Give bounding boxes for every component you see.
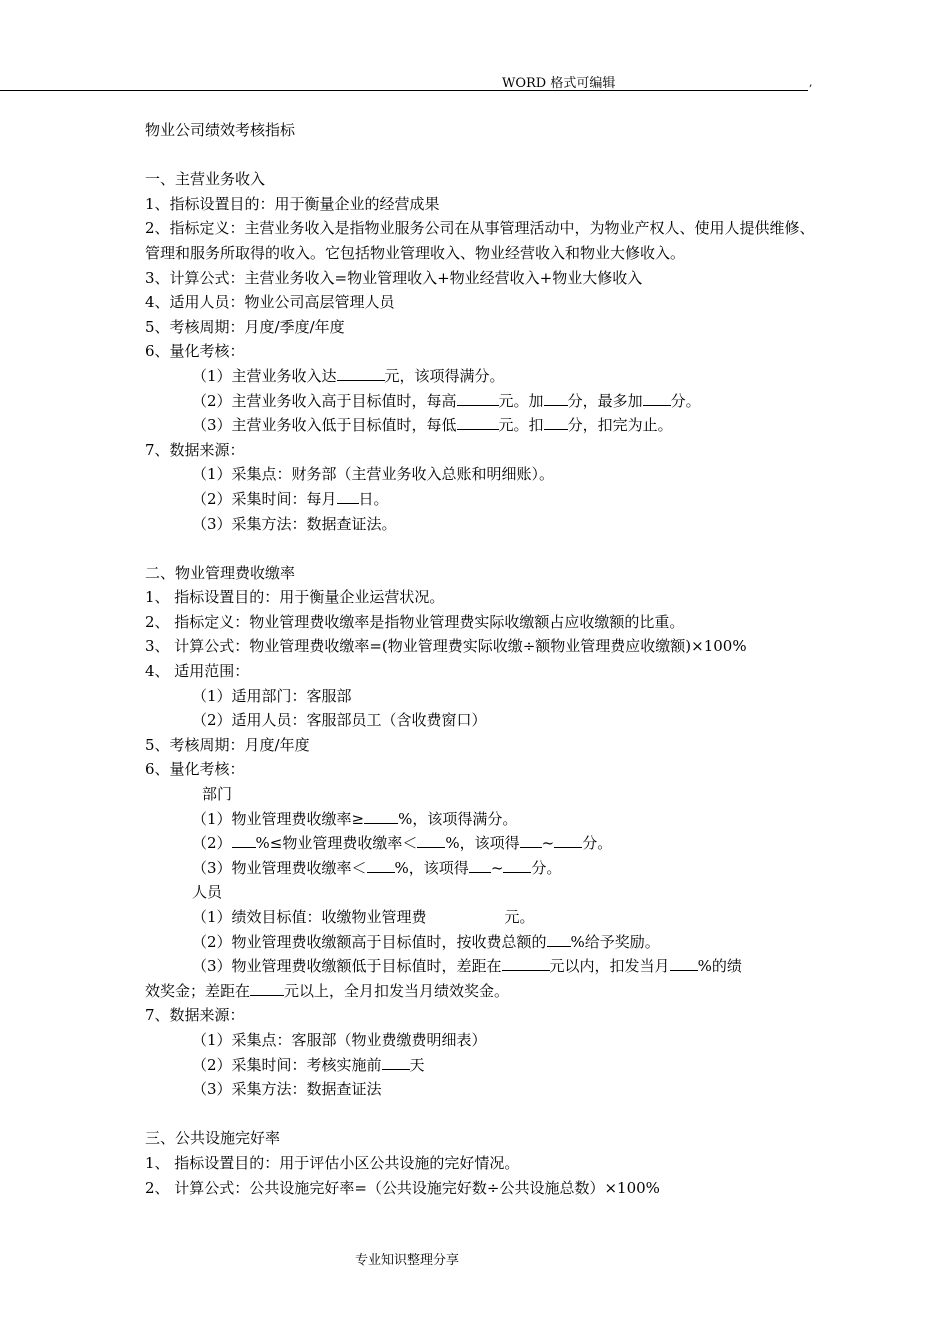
fill-blank bbox=[544, 389, 568, 406]
list-item: （2）主营业务收入高于目标值时，每高 元。加 分，最多加 分。 bbox=[145, 389, 815, 414]
list-item: （3）采集方法：数据查证法 bbox=[192, 1080, 382, 1099]
page-header bbox=[0, 70, 808, 91]
fill-blank bbox=[520, 831, 542, 848]
list-item: （2）采集时间：每月 日。 bbox=[145, 487, 815, 512]
page-footer: 专业知识整理分享 bbox=[355, 1253, 460, 1268]
fill-blank bbox=[232, 831, 256, 848]
paragraph: 6、量化考核： bbox=[145, 760, 245, 779]
list-item: （2）物业管理费收缴额高于目标值时，按收费总额的 %给予奖励。 bbox=[145, 930, 815, 955]
paragraph: 2、 指标定义：物业管理费收缴率是指物业管理费实际收缴额占应收缴额的比重。 bbox=[145, 612, 685, 631]
fill-blank bbox=[469, 856, 491, 873]
fill-blank bbox=[382, 1053, 410, 1070]
list-item: （2）采集时间：考核实施前 天 bbox=[145, 1053, 815, 1078]
section-heading: 二、物业管理费收缴率 bbox=[145, 563, 296, 582]
header-tick: , bbox=[809, 76, 813, 89]
doc-title: 物业公司绩效考核指标 bbox=[145, 121, 296, 139]
subheading: 部门 bbox=[202, 785, 233, 804]
fill-blank bbox=[643, 389, 671, 406]
fill-blank bbox=[457, 389, 499, 406]
paragraph: 2、指标定义：主营业务收入是指物业服务公司在从事管理活动中，为物业产权人、使用人提供维修、管理和服务所取得的收入。它包括物业管理收入、物业经营收入和物业大修收入。 bbox=[145, 219, 815, 262]
paragraph: 7、数据来源： bbox=[145, 1006, 245, 1025]
list-item: （1）采集点：财务部（主营业务收入总账和明细账）。 bbox=[192, 465, 555, 484]
paragraph: 7、数据来源： bbox=[145, 440, 245, 459]
fill-blank bbox=[337, 487, 359, 504]
fill-blank bbox=[417, 831, 445, 848]
paragraph: 效奖金；差距在 元以上，全月扣发当月绩效奖金。 bbox=[145, 979, 815, 1004]
header-text: WORD 格式可编辑 bbox=[502, 76, 616, 91]
paragraph: 2、 计算公式：公共设施完好率=（公共设施完好数÷公共设施总数）×100% bbox=[145, 1178, 660, 1197]
fill-blank bbox=[250, 979, 284, 996]
fill-blank bbox=[364, 807, 398, 824]
list-item: （1）绩效目标值：收缴物业管理费 元。 bbox=[192, 908, 535, 926]
fill-blank bbox=[670, 954, 698, 971]
fill-blank bbox=[554, 831, 582, 848]
list-item: （3）物业管理费收缴额低于目标值时，差距在 元以内，扣发当月 %的绩 bbox=[145, 954, 815, 979]
paragraph: 1、 指标设置目的：用于评估小区公共设施的完好情况。 bbox=[145, 1153, 520, 1172]
paragraph: 1、指标设置目的：用于衡量企业的经营成果 bbox=[145, 194, 440, 213]
fill-blank bbox=[457, 413, 499, 430]
paragraph: 4、适用人员：物业公司高层管理人员 bbox=[145, 293, 395, 312]
section-heading: 三、公共设施完好率 bbox=[145, 1129, 281, 1148]
paragraph: 3、 计算公式：物业管理费收缴率=(物业管理费实际收缴÷额物业管理费应收缴额)×100% bbox=[145, 637, 747, 656]
list-item: （1）主营业务收入达 元，该项得满分。 bbox=[145, 364, 815, 389]
paragraph: 5、考核周期：月度/季度/年度 bbox=[145, 317, 345, 336]
list-item: （1）采集点：客服部（物业费缴费明细表） bbox=[192, 1030, 487, 1049]
list-item: （2）适用人员：客服部员工（含收费窗口） bbox=[192, 711, 487, 730]
list-item: （2） %≤物业管理费收缴率＜ %，该项得 ~ 分。 bbox=[145, 831, 815, 856]
paragraph: 1、 指标设置目的：用于衡量企业运营状况。 bbox=[145, 588, 445, 607]
fill-blank bbox=[367, 856, 395, 873]
paragraph: 5、考核周期：月度/年度 bbox=[145, 735, 310, 754]
section-heading: 一、主营业务收入 bbox=[145, 170, 266, 189]
list-item: （1）适用部门：客服部 bbox=[192, 686, 352, 705]
paragraph: 6、量化考核： bbox=[145, 342, 245, 361]
list-item: （3）物业管理费收缴率＜ %，该项得 ~ 分。 bbox=[145, 856, 815, 881]
list-item: （3）主营业务收入低于目标值时，每低 元。扣 分，扣完为止。 bbox=[145, 413, 815, 438]
fill-blank bbox=[503, 856, 531, 873]
paragraph: 4、 适用范围： bbox=[145, 662, 250, 681]
list-item: （3）采集方法：数据查证法。 bbox=[192, 514, 397, 533]
subheading: 人员 bbox=[192, 883, 223, 902]
document-body bbox=[145, 118, 815, 1200]
fill-blank bbox=[544, 413, 568, 430]
fill-blank bbox=[547, 930, 571, 947]
list-item: （1）物业管理费收缴率≥ %，该项得满分。 bbox=[145, 807, 815, 832]
fill-blank bbox=[502, 954, 550, 971]
paragraph: 3、计算公式：主营业务收入=物业管理收入+物业经营收入+物业大修收入 bbox=[145, 268, 643, 287]
fill-blank bbox=[337, 364, 385, 381]
